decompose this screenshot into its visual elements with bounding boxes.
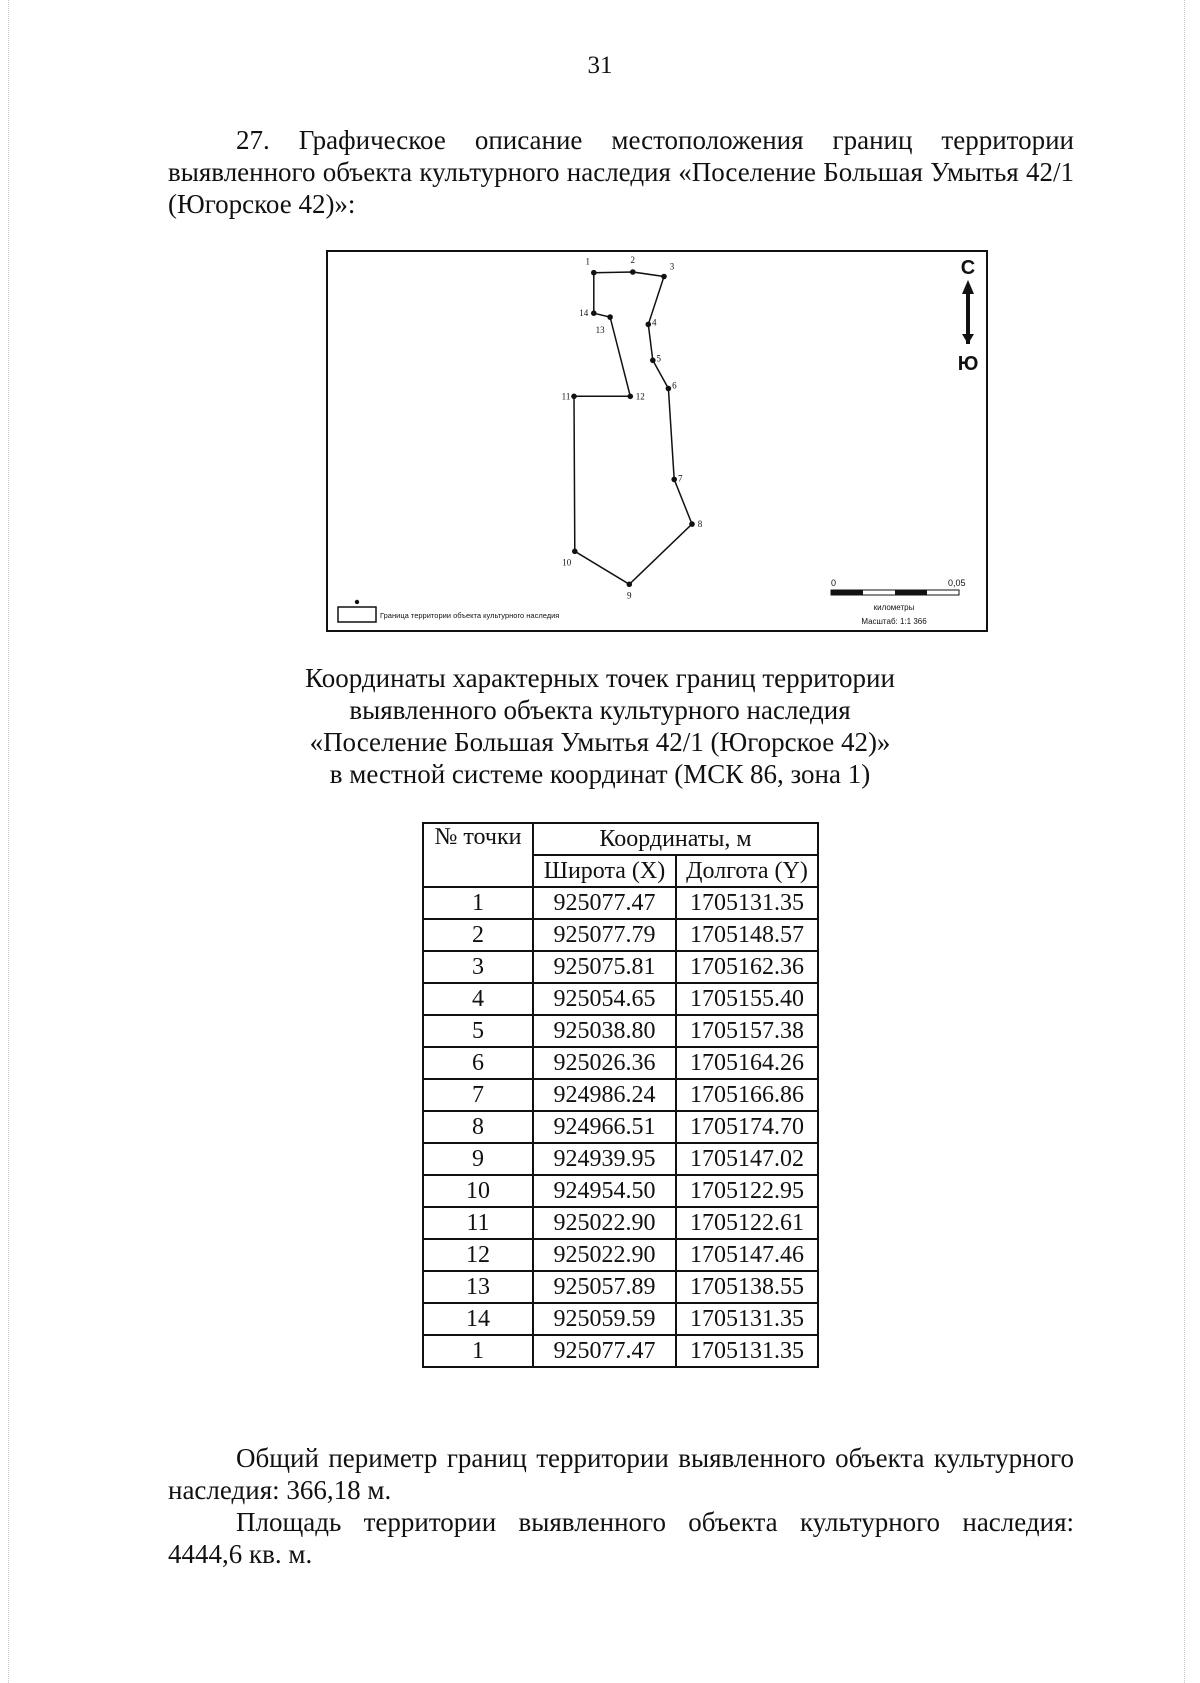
header-longitude-y: Долгота (Y) <box>676 855 818 887</box>
cell-point-number: 1 <box>423 887 533 919</box>
cell-longitude-y: 1705131.35 <box>676 887 818 919</box>
table-row <box>423 951 818 983</box>
legend-label: Граница территории объекта культурного наследия <box>380 611 560 620</box>
cell-latitude-x: 925022.90 <box>533 1207 676 1239</box>
closing-section <box>168 1442 1074 1570</box>
boundary-point <box>628 394 634 400</box>
coordinates-table-title <box>0 662 1200 790</box>
boundary-map-svg <box>328 252 986 630</box>
table-title-line-3: «Поселение Большая Умытья 42/1 (Югорское 42)» <box>309 727 891 757</box>
cell-latitude-x: 925022.90 <box>533 1239 676 1271</box>
scale-unit-label: километры <box>873 603 915 612</box>
section-intro-paragraph: 27. Графическое описание местоположения границ территории выявленного объекта культурного наследия «Поселение Большая Умытья 42/1 (Югорское 42)»: <box>168 125 1074 219</box>
boundary-map-layer <box>562 255 703 600</box>
table-row <box>423 1047 818 1079</box>
cell-latitude-x: 925054.65 <box>533 983 676 1015</box>
table-row <box>423 1111 818 1143</box>
boundary-point-label: 14 <box>579 308 589 319</box>
scale-start-label: 0 <box>831 578 837 588</box>
boundary-point <box>646 322 652 328</box>
north-arrow-icon <box>958 257 979 375</box>
cell-point-number: 5 <box>423 1015 533 1047</box>
cell-latitude-x: 925059.59 <box>533 1303 676 1335</box>
cell-longitude-y: 1705147.46 <box>676 1239 818 1271</box>
boundary-point <box>591 270 597 276</box>
cell-latitude-x: 924954.50 <box>533 1175 676 1207</box>
boundary-point <box>650 358 656 364</box>
cell-point-number: 6 <box>423 1047 533 1079</box>
cell-latitude-x: 924939.95 <box>533 1143 676 1175</box>
boundary-point-label: 11 <box>561 391 571 402</box>
boundary-point <box>571 394 577 400</box>
table-title-line-2: выявленного объекта культурного наследия <box>349 695 851 725</box>
cell-point-number: 4 <box>423 983 533 1015</box>
cell-point-number: 8 <box>423 1111 533 1143</box>
table-row <box>423 1079 818 1111</box>
boundary-point <box>661 274 667 280</box>
boundary-point <box>591 310 597 316</box>
table-title-line-4: в местной системе координат (МСК 86, зона 1) <box>329 759 871 789</box>
table-row <box>423 1335 818 1367</box>
cell-point-number: 13 <box>423 1271 533 1303</box>
cell-point-number: 1 <box>423 1335 533 1367</box>
south-label: Ю <box>957 353 979 375</box>
cell-point-number: 12 <box>423 1239 533 1271</box>
table-title-line-1: Координаты характерных точек границ территории <box>305 663 895 693</box>
cell-latitude-x: 924966.51 <box>533 1111 676 1143</box>
header-coordinates: Координаты, м <box>533 823 818 855</box>
cell-point-number: 2 <box>423 919 533 951</box>
boundary-point <box>627 582 633 588</box>
cell-point-number: 14 <box>423 1303 533 1335</box>
table-row <box>423 1207 818 1239</box>
boundary-point <box>607 314 613 320</box>
boundary-line <box>574 272 692 584</box>
header-point-number: № точки <box>423 823 533 887</box>
cell-latitude-x: 925026.36 <box>533 1047 676 1079</box>
boundary-point <box>572 549 578 555</box>
cell-latitude-x: 924986.24 <box>533 1079 676 1111</box>
page-number: 31 <box>587 52 613 79</box>
area-paragraph: Площадь территории выявленного объекта культурного наследия: 4444,6 кв. м. <box>168 1507 1074 1569</box>
cell-latitude-x: 925038.80 <box>533 1015 676 1047</box>
boundary-point-label: 5 <box>656 353 662 364</box>
cell-point-number: 9 <box>423 1143 533 1175</box>
scan-edge-left <box>8 0 10 1683</box>
cell-latitude-x: 925075.81 <box>533 951 676 983</box>
table-row <box>423 919 818 951</box>
boundary-point-label: 12 <box>635 391 645 402</box>
scale-bar <box>831 578 966 626</box>
cell-point-number: 3 <box>423 951 533 983</box>
cell-latitude-x: 925077.47 <box>533 1335 676 1367</box>
boundary-point-label: 1 <box>585 256 591 267</box>
boundary-point-label: 2 <box>630 255 636 265</box>
map-legend <box>338 600 559 622</box>
cell-point-number: 10 <box>423 1175 533 1207</box>
cell-longitude-y: 1705122.61 <box>676 1207 818 1239</box>
scan-edge-right <box>1184 0 1186 1683</box>
table-row <box>423 1239 818 1271</box>
cell-longitude-y: 1705122.95 <box>676 1175 818 1207</box>
cell-point-number: 7 <box>423 1079 533 1111</box>
cell-longitude-y: 1705162.36 <box>676 951 818 983</box>
cell-latitude-x: 925077.79 <box>533 919 676 951</box>
cell-longitude-y: 1705147.02 <box>676 1143 818 1175</box>
cell-longitude-y: 1705164.26 <box>676 1047 818 1079</box>
table-row <box>423 887 818 919</box>
cell-longitude-y: 1705174.70 <box>676 1111 818 1143</box>
table-row <box>423 983 818 1015</box>
table-row <box>423 1175 818 1207</box>
scale-ratio-label: Масштаб: 1:1 366 <box>861 617 927 626</box>
boundary-point-label: 3 <box>669 261 675 272</box>
boundary-point-label: 7 <box>677 473 683 484</box>
north-label: С <box>960 257 976 279</box>
boundary-point-label: 9 <box>627 590 632 601</box>
header-latitude-x: Широта (X) <box>533 855 676 887</box>
boundary-point-label: 13 <box>595 325 605 336</box>
table-row <box>423 1271 818 1303</box>
table-row <box>423 1143 818 1175</box>
boundary-point <box>671 477 677 483</box>
boundary-map <box>326 250 988 632</box>
perimeter-paragraph: Общий периметр границ территории выявленного объекта культурного наследия: 366,18 м. <box>168 1443 1074 1505</box>
cell-latitude-x: 925077.47 <box>533 887 676 919</box>
boundary-point-label: 4 <box>652 317 657 328</box>
cell-point-number: 11 <box>423 1207 533 1239</box>
cell-longitude-y: 1705138.55 <box>676 1271 818 1303</box>
coordinates-table-body <box>423 887 818 1367</box>
boundary-point <box>630 269 636 275</box>
boundary-point <box>666 386 672 392</box>
boundary-point <box>689 521 695 527</box>
coordinates-table <box>422 822 819 1368</box>
cell-longitude-y: 1705157.38 <box>676 1015 818 1047</box>
table-row <box>423 1303 818 1335</box>
boundary-point-label: 8 <box>697 519 703 530</box>
scale-end-label: 0,05 <box>948 578 966 588</box>
cell-latitude-x: 925057.89 <box>533 1271 676 1303</box>
cell-longitude-y: 1705131.35 <box>676 1303 818 1335</box>
boundary-point-label: 6 <box>672 380 677 391</box>
cell-longitude-y: 1705131.35 <box>676 1335 818 1367</box>
cell-longitude-y: 1705148.57 <box>676 919 818 951</box>
cell-longitude-y: 1705155.40 <box>676 983 818 1015</box>
cell-longitude-y: 1705166.86 <box>676 1079 818 1111</box>
boundary-point-label: 10 <box>562 557 572 568</box>
table-row <box>423 1015 818 1047</box>
